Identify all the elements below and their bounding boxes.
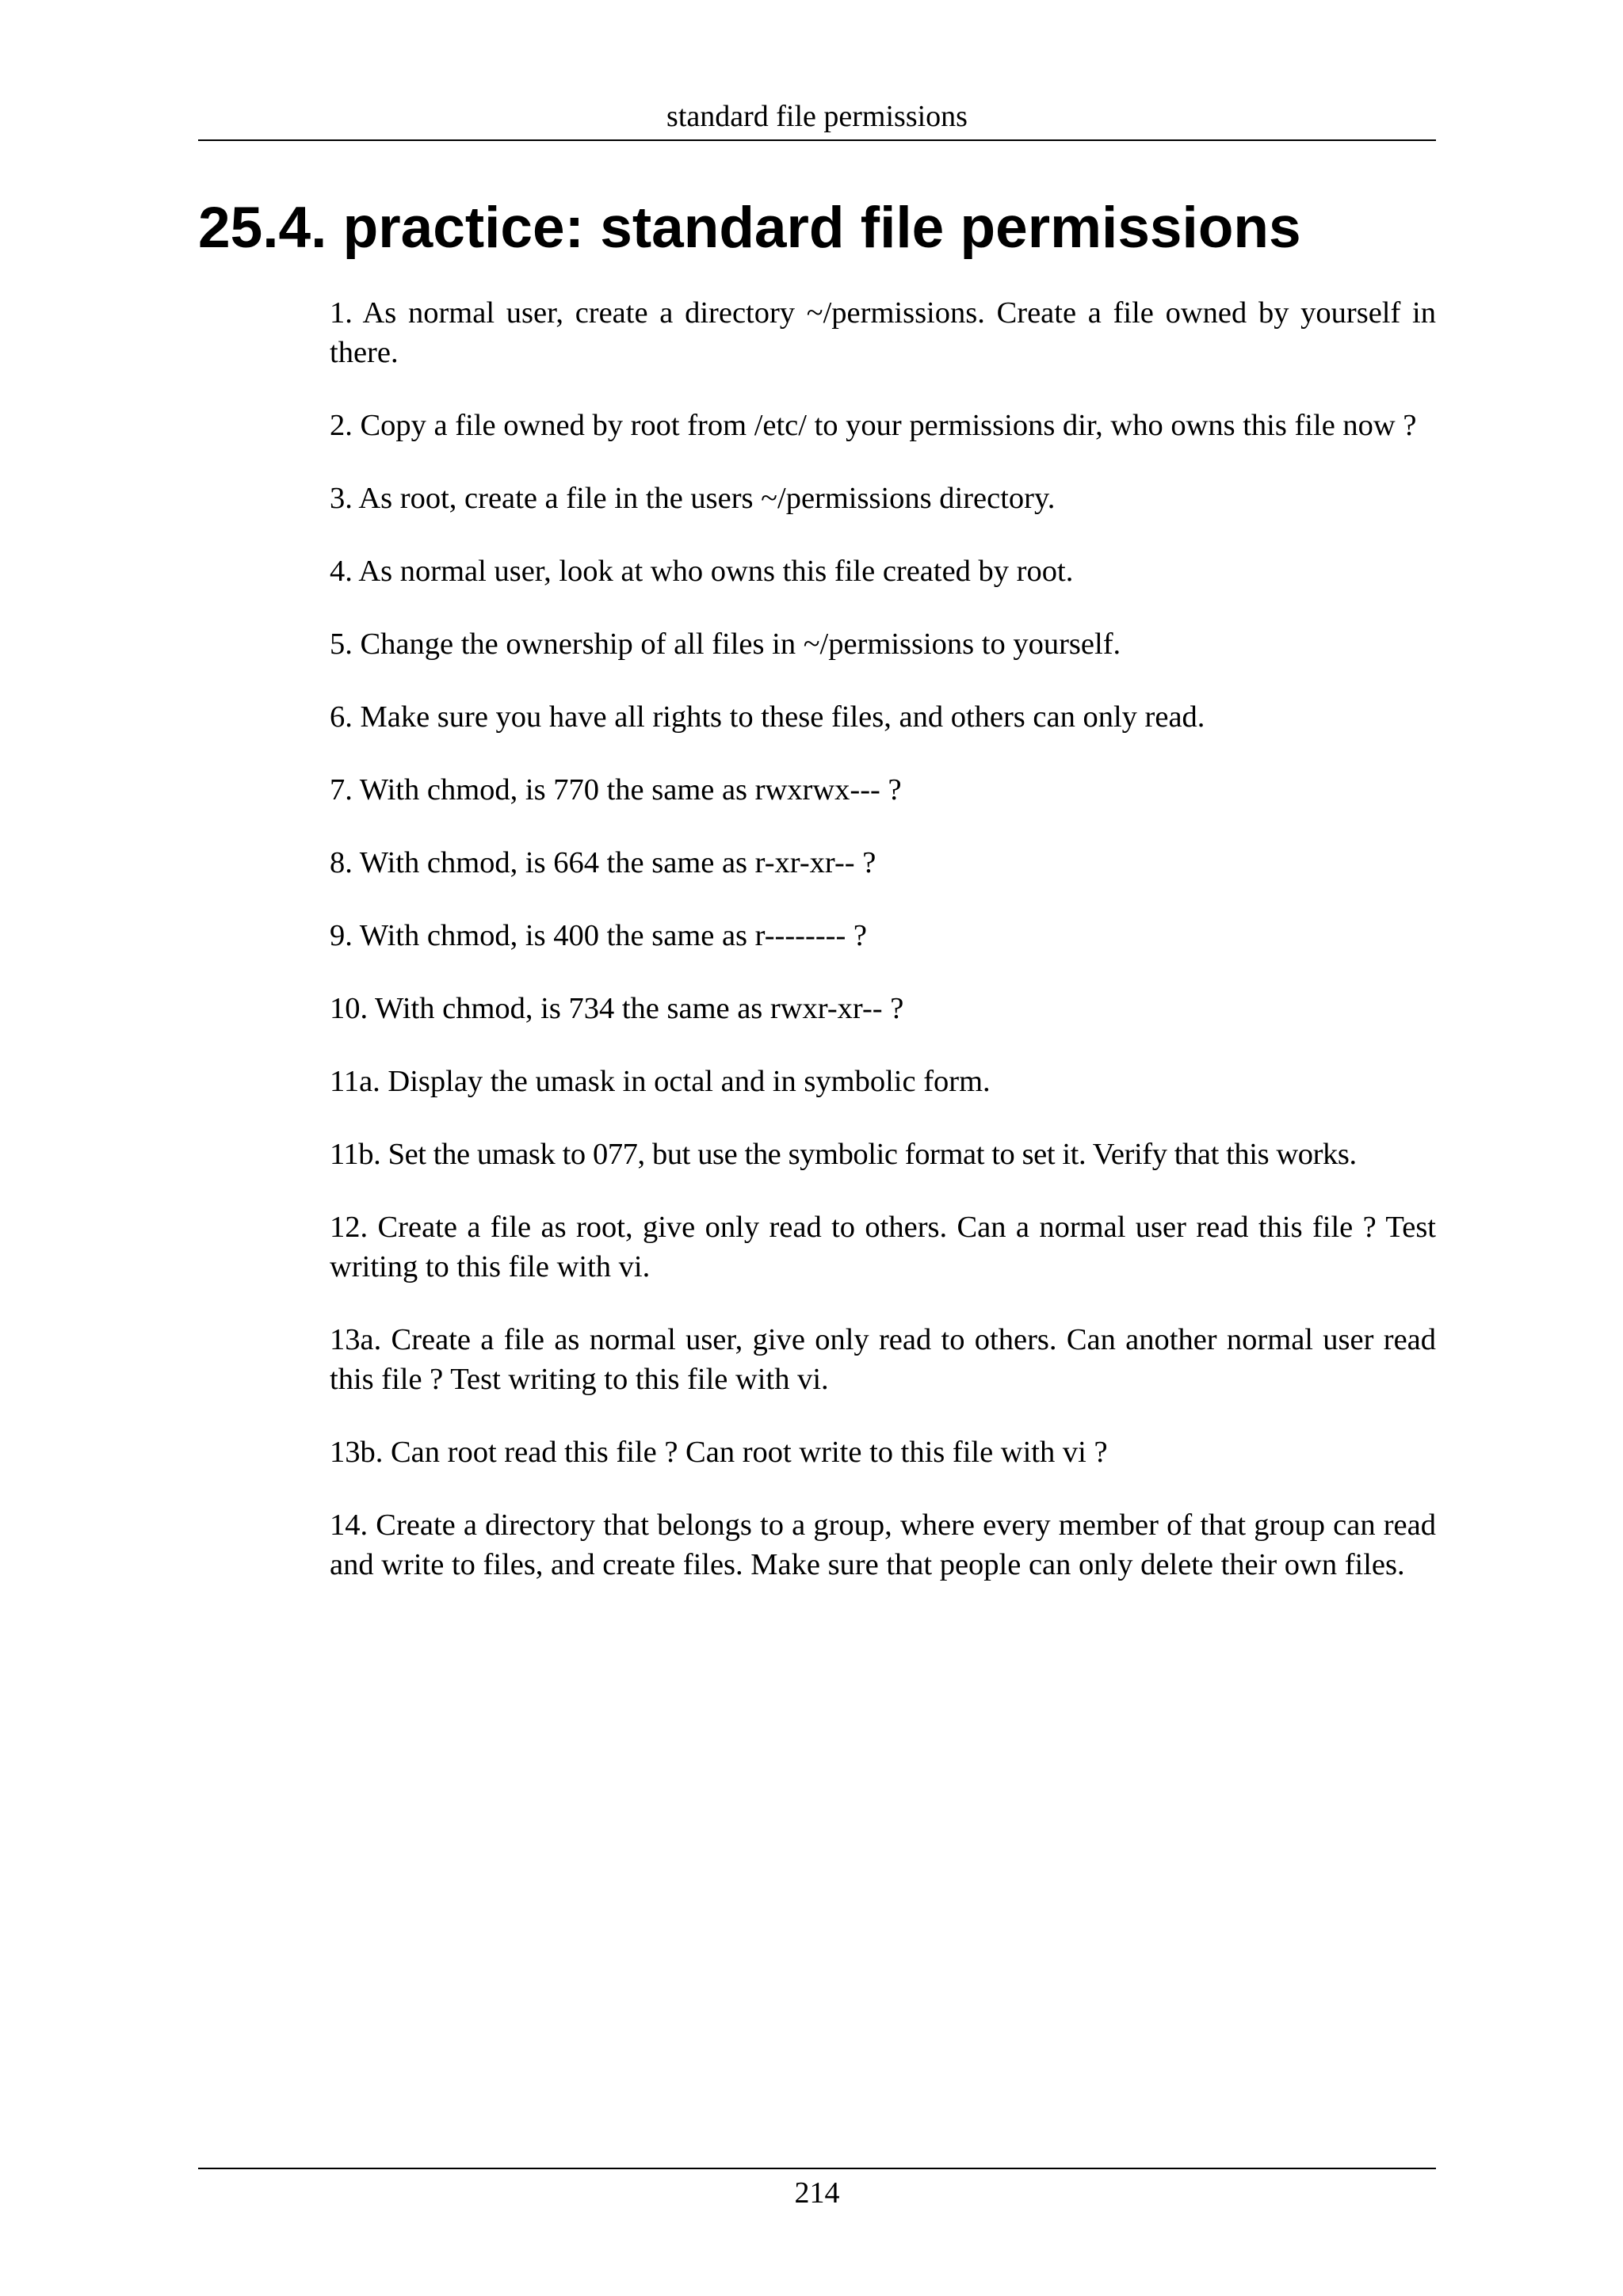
exercise-item: 6. Make sure you have all rights to these files, and others can only read.	[330, 700, 1205, 734]
exercise-item: 12. Create a file as root, give only read to others. Can a normal user read this file ? Test writing to this file with vi.	[330, 1211, 1436, 1283]
exercise-item: 3. As root, create a file in the users ~/permissions directory.	[330, 482, 1056, 515]
section-title: 25.4. practice: standard file permissions	[198, 196, 1301, 260]
exercise-item: 7. With chmod, is 770 the same as rwxrwx--- ?	[330, 773, 902, 807]
exercise-item: 8. With chmod, is 664 the same as r-xr-xr-- ?	[330, 846, 876, 879]
page-footer	[198, 2168, 1436, 2217]
exercise-list	[330, 293, 1436, 1618]
page-number: 214	[794, 2176, 840, 2210]
running-title: standard file permissions	[666, 100, 968, 133]
page-header	[198, 93, 1436, 141]
exercise-item: 13a. Create a file as normal user, give only read to others. Can another normal user read this file ? Test writing to this file with vi.	[330, 1323, 1436, 1396]
exercise-item: 11b. Set the umask to 077, but use the symbolic format to set it. Verify that this works.	[330, 1138, 1357, 1171]
exercise-item: 4. As normal user, look at who owns this file created by root.	[330, 555, 1074, 588]
exercise-item: 11a. Display the umask in octal and in symbolic form.	[330, 1065, 991, 1098]
exercise-item: 14. Create a directory that belongs to a group, where every member of that group can read and write to files, and create files. Make sure that people can only delete their own files.	[330, 1508, 1436, 1581]
exercise-item: 10. With chmod, is 734 the same as rwxr-xr-- ?	[330, 992, 904, 1025]
exercise-item: 2. Copy a file owned by root from /etc/ to your permissions dir, who owns this file now ?	[330, 409, 1417, 442]
exercise-item: 9. With chmod, is 400 the same as r-------- ?	[330, 919, 867, 952]
exercise-item: 13b. Can root read this file ? Can root write to this file with vi ?	[330, 1436, 1108, 1469]
exercise-item: 1. As normal user, create a directory ~/permissions. Create a file owned by yourself in there.	[330, 296, 1436, 369]
exercise-item: 5. Change the ownership of all files in ~/permissions to yourself.	[330, 627, 1121, 661]
